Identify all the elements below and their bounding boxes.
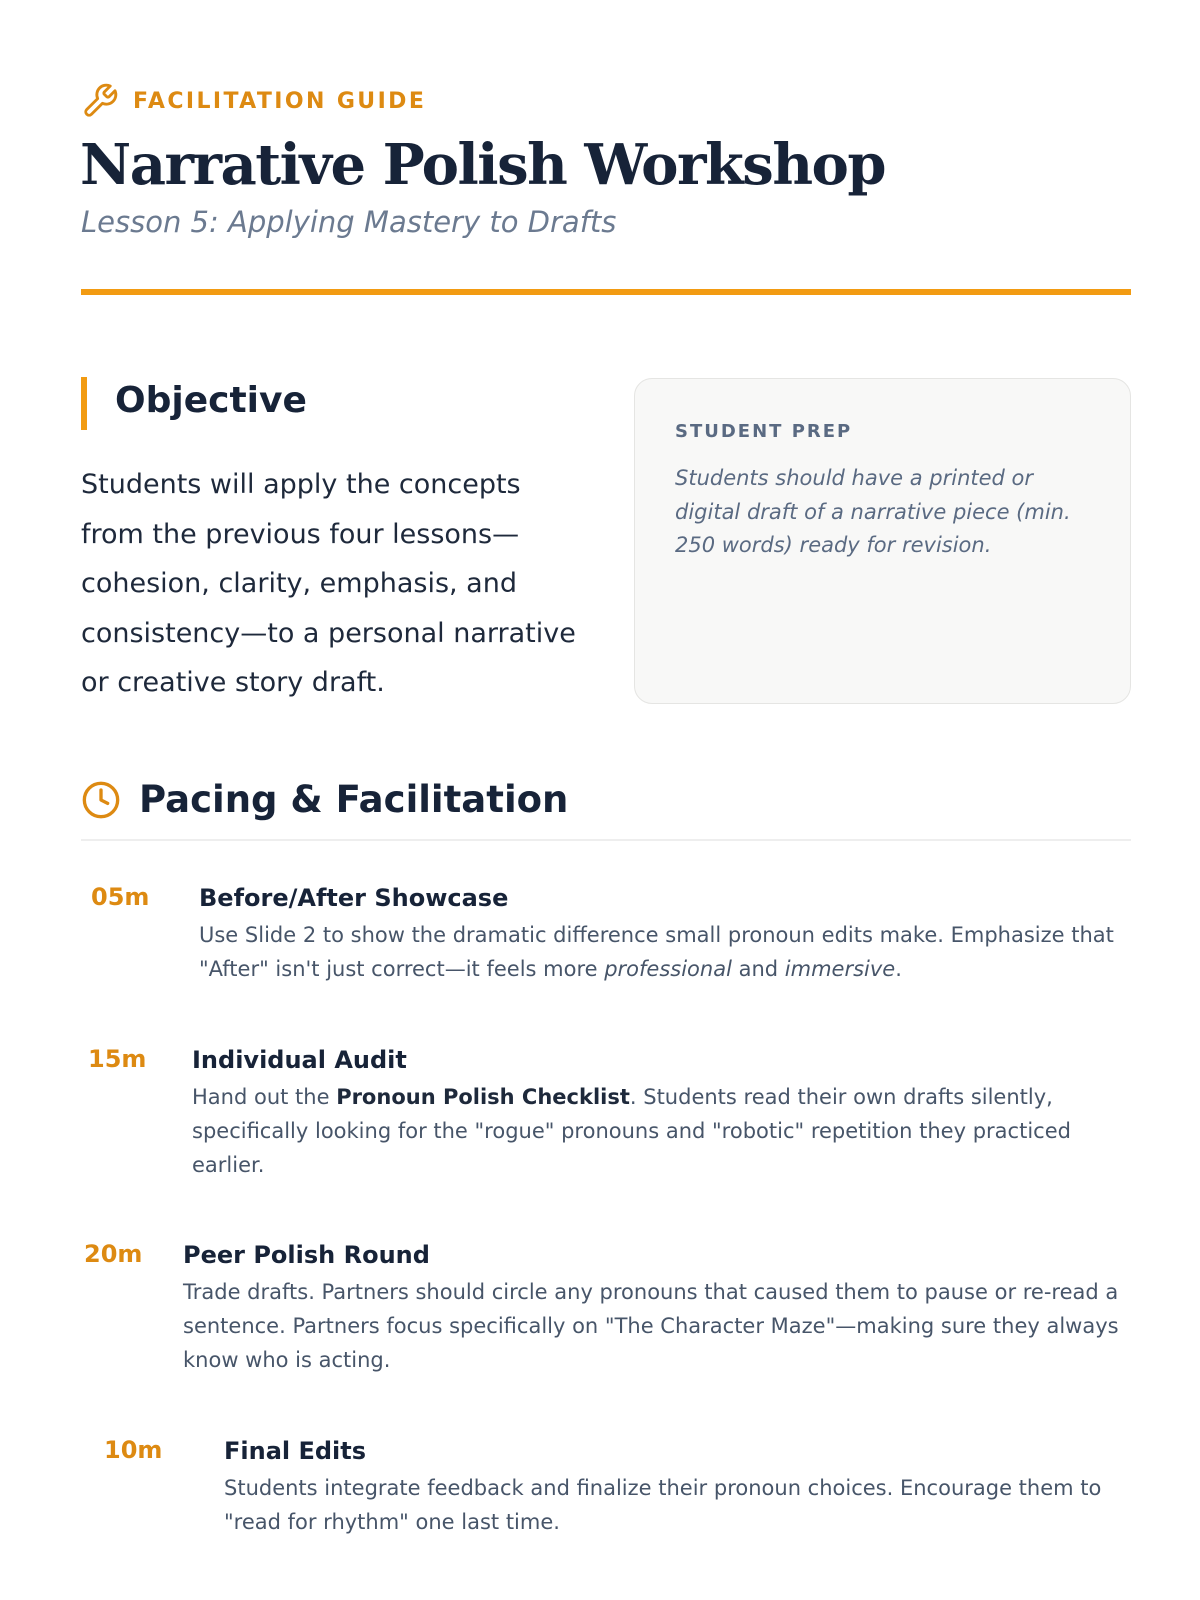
student-prep-text: Students should have a printed or digital draft of a narrative piece (min. 250 words) ready for revision.	[675, 466, 1071, 557]
wrench-icon	[81, 82, 119, 120]
pacing-item-desc: Trade drafts. Partners should circle any pronouns that caused them to pause or re-read a sentence. Partners focus specifically on "The Character Maze"—making sure they always know who is acting.	[183, 1280, 1119, 1372]
objective-text: Students will apply the concepts from the previous four lessons—cohesion, clarity, emphasis, and consistency—to a personal narrative or creative story draft.	[81, 469, 576, 698]
page-subtitle: Lesson 5: Applying Mastery to Drafts	[81, 205, 617, 239]
pacing-divider	[81, 839, 1131, 841]
pacing-item-title: Individual Audit	[192, 1046, 407, 1074]
objective-heading: Objective	[115, 380, 307, 421]
pacing-item-desc	[192, 1080, 1104, 1182]
desc-text: .	[895, 957, 902, 981]
pacing-header	[81, 778, 568, 821]
header-divider	[81, 289, 1131, 295]
pacing-item-time: 15m	[88, 1045, 147, 1073]
eyebrow-label: FACILITATION GUIDE	[133, 88, 427, 114]
student-prep-card	[634, 378, 1131, 704]
desc-text: . Students read their own drafts silently, specifically looking for the "rogue" pronouns and "robotic" repetition they practiced earlier.	[192, 1085, 1071, 1177]
desc-strong: Pronoun Polish Checklist	[336, 1085, 630, 1109]
pacing-item-title: Final Edits	[224, 1437, 367, 1465]
student-prep-label: STUDENT PREP	[675, 421, 853, 442]
pacing-item-desc: Students integrate feedback and finalize their pronoun choices. Encourage them to "read for rhythm" one last time.	[224, 1476, 1102, 1534]
desc-emphasis: immersive	[784, 957, 896, 981]
clock-icon	[81, 780, 121, 820]
pacing-item-desc	[199, 918, 1131, 986]
desc-text: and	[731, 957, 785, 981]
pacing-item-body	[224, 1436, 1131, 1539]
eyebrow	[81, 82, 426, 120]
pacing-item-body	[192, 1045, 1104, 1182]
pacing-item-body	[183, 1240, 1131, 1377]
desc-text: Hand out the	[192, 1085, 337, 1109]
objective-accent-bar	[81, 377, 87, 430]
pacing-heading: Pacing & Facilitation	[139, 778, 569, 821]
pacing-item-time: 10m	[104, 1436, 163, 1464]
page-title: Narrative Polish Workshop	[80, 132, 886, 198]
desc-text: Use Slide 2 to show the dramatic difference small pronoun edits make. Emphasize that "After" isn't just correct—it feels more	[199, 923, 1114, 981]
pacing-item-title: Before/After Showcase	[199, 884, 509, 912]
pacing-item-time: 20m	[84, 1240, 143, 1268]
pacing-item-time: 05m	[91, 883, 150, 911]
pacing-item-body	[199, 883, 1131, 986]
pacing-item-title: Peer Polish Round	[183, 1241, 430, 1269]
desc-emphasis: professional	[604, 957, 732, 981]
